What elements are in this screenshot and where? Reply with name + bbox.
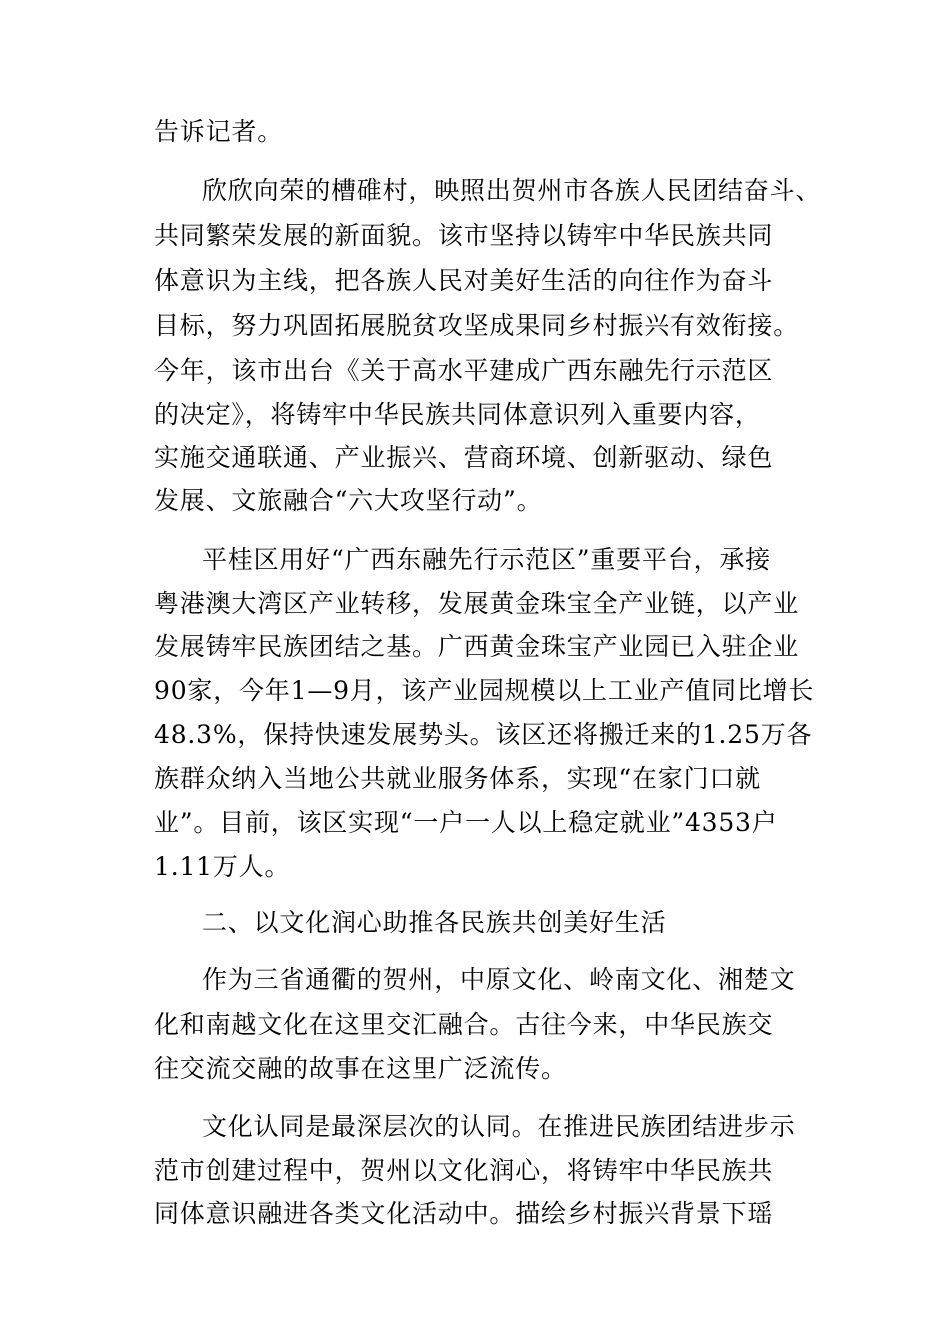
paragraph-3-line-3: 往交流交融的故事在这里广泛流传。 — [154, 1054, 567, 1083]
paragraph-2-line-3: 发展铸牢民族团结之基。广西黄金珠宝产业园已入驻企业 — [154, 632, 800, 661]
paragraph-4-line-3: 同体意识融进各类文化活动中。描绘乡村振兴背景下瑶 — [154, 1199, 774, 1228]
paragraph-1-line-7: 实施交通联通、产业振兴、营商环境、创新驱动、绿色 — [154, 443, 774, 472]
paragraph-1-line-4: 目标，努力巩固拓展脱贫攻坚成果同乡村振兴有效衔接。 — [154, 311, 800, 340]
paragraph-2-line-8: 1.11万人。 — [154, 852, 291, 881]
paragraph-3-line-1: 作为三省通衢的贺州，中原文化、岭南文化、湘楚文 — [202, 965, 796, 994]
paragraph-2-line-1: 平桂区用好“广西东融先行示范区”重要平台，承接 — [202, 545, 771, 574]
paragraph-1-line-2: 共同繁荣发展的新面貌。该市坚持以铸牢中华民族共同 — [154, 221, 774, 250]
paragraph-3-line-2: 化和南越文化在这里交汇融合。古往今来，中华民族交 — [154, 1010, 774, 1039]
text-line-1: 告诉记者。 — [154, 117, 284, 146]
paragraph-2-line-4: 90家，今年1—9月，该产业园规模以上工业产值同比增长 — [154, 676, 815, 705]
paragraph-2-line-7: 业”。目前，该区实现“一户一人以上稳定就业”4353户 — [154, 808, 778, 837]
section-heading: 二、以文化润心助推各民族共创美好生活 — [202, 908, 667, 937]
paragraph-2-line-6: 族群众纳入当地公共就业服务体系，实现“在家门口就 — [154, 764, 761, 793]
paragraph-1-line-8: 发展、文旅融合“六大攻坚行动”。 — [154, 486, 543, 515]
paragraph-1-line-6: 的决定》，将铸牢中华民族共同体意识列入重要内容， — [154, 400, 761, 429]
paragraph-2-line-5: 48.3%，保持快速发展势头。该区还将搬迁来的1.25万各 — [154, 720, 813, 749]
paragraph-1-line-3: 体意识为主线，把各族人民对美好生活的向往作为奋斗 — [154, 266, 774, 295]
paragraph-4-line-2: 范市创建过程中，贺州以文化润心，将铸牢中华民族共 — [154, 1156, 774, 1185]
paragraph-1-line-1: 欣欣向荣的槽碓村，映照出贺州市各族人民团结奋斗、 — [202, 176, 822, 205]
paragraph-2-line-2: 粤港澳大湾区产业转移，发展黄金珠宝全产业链，以产业 — [154, 589, 800, 618]
paragraph-4-line-1: 文化认同是最深层次的认同。在推进民族团结进步示 — [202, 1112, 796, 1141]
paragraph-1-line-5: 今年，该市出台《关于高水平建成广西东融先行示范区 — [154, 356, 774, 385]
